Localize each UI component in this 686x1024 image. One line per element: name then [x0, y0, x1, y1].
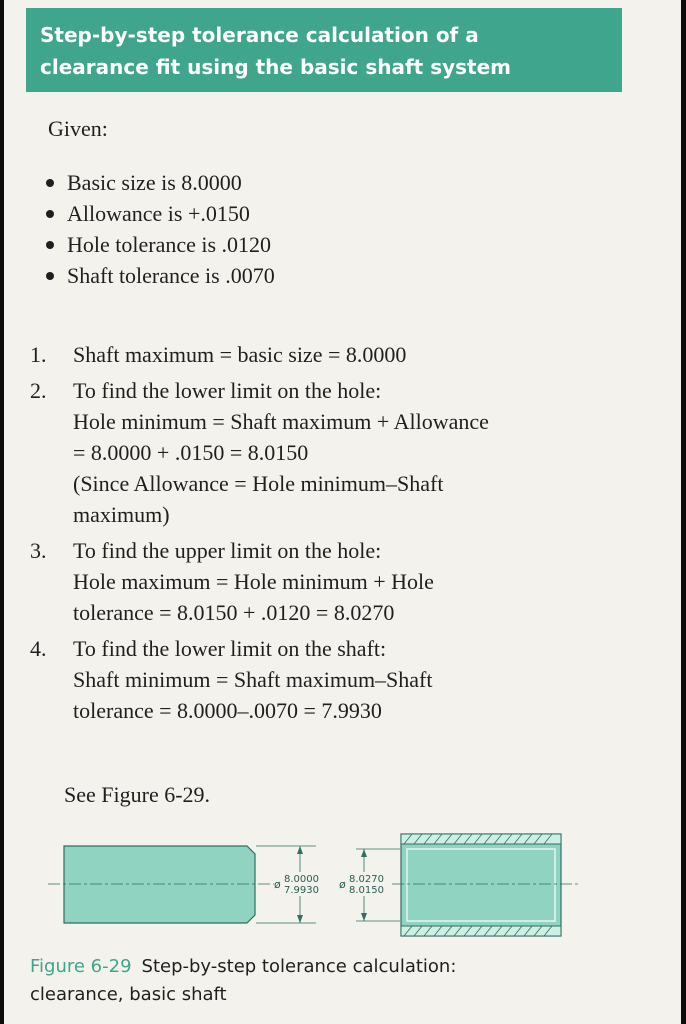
step-line: Hole maximum = Hole minimum + Hole	[73, 569, 434, 594]
textbook-page	[4, 0, 681, 1024]
step-line: Shaft minimum = Shaft maximum–Shaft	[73, 667, 433, 692]
shaft-shape	[64, 846, 255, 923]
hole-lower-limit: 8.0150	[349, 885, 384, 896]
caption-line-1	[30, 953, 590, 981]
caption-text: Step-by-step tolerance calculation:	[141, 956, 457, 977]
shaft-diameter-symbol: ø	[274, 878, 281, 891]
figure-6-29-diagram	[4, 820, 681, 945]
steps-list	[30, 339, 630, 731]
banner-title	[40, 19, 600, 83]
shaft-lower-limit: 7.9930	[284, 885, 319, 896]
step-line: tolerance = 8.0150 + .0120 = 8.0270	[73, 600, 395, 625]
step-4	[30, 633, 630, 726]
given-list	[44, 167, 275, 291]
hole-upper-limit: 8.0270	[349, 874, 384, 885]
step-number: 2.	[30, 378, 47, 403]
banner-title-line-2: clearance fit using the basic shaft system	[40, 55, 512, 79]
given-item: Hole tolerance is .0120	[44, 229, 275, 260]
caption-line-2: clearance, basic shaft	[30, 984, 227, 1005]
figure-caption	[30, 953, 590, 1009]
step-number: 4.	[30, 636, 47, 661]
given-item: Basic size is 8.0000	[44, 167, 275, 198]
step-number: 1.	[30, 342, 47, 367]
step-line: To find the lower limit on the shaft:	[73, 636, 387, 661]
given-label: Given:	[48, 116, 108, 141]
step-line: maximum)	[73, 502, 170, 527]
title-banner	[26, 8, 622, 92]
given-item: Shaft tolerance is .0070	[44, 260, 275, 291]
step-number: 3.	[30, 538, 47, 563]
step-2	[30, 375, 630, 530]
step-line: To find the upper limit on the hole:	[73, 538, 382, 563]
step-line: = 8.0000 + .0150 = 8.0150	[73, 440, 309, 465]
step-1	[30, 339, 630, 370]
see-figure-text: See Figure 6-29.	[64, 782, 211, 807]
step-line: Shaft maximum = basic size = 8.0000	[73, 342, 407, 367]
given-item: Allowance is +.0150	[44, 198, 275, 229]
step-line: Hole minimum = Shaft maximum + Allowance	[73, 409, 489, 434]
step-line: tolerance = 8.0000–.0070 = 7.9930	[73, 698, 382, 723]
hole-diameter-symbol: ø	[339, 878, 346, 891]
step-line: To find the lower limit on the hole:	[73, 378, 382, 403]
step-3	[30, 535, 630, 628]
shaft-upper-limit: 8.0000	[284, 874, 319, 885]
banner-title-line-1: Step-by-step tolerance calculation of a	[40, 23, 479, 47]
step-line: (Since Allowance = Hole minimum–Shaft	[73, 471, 444, 496]
caption-label: Figure 6-29	[30, 956, 132, 977]
